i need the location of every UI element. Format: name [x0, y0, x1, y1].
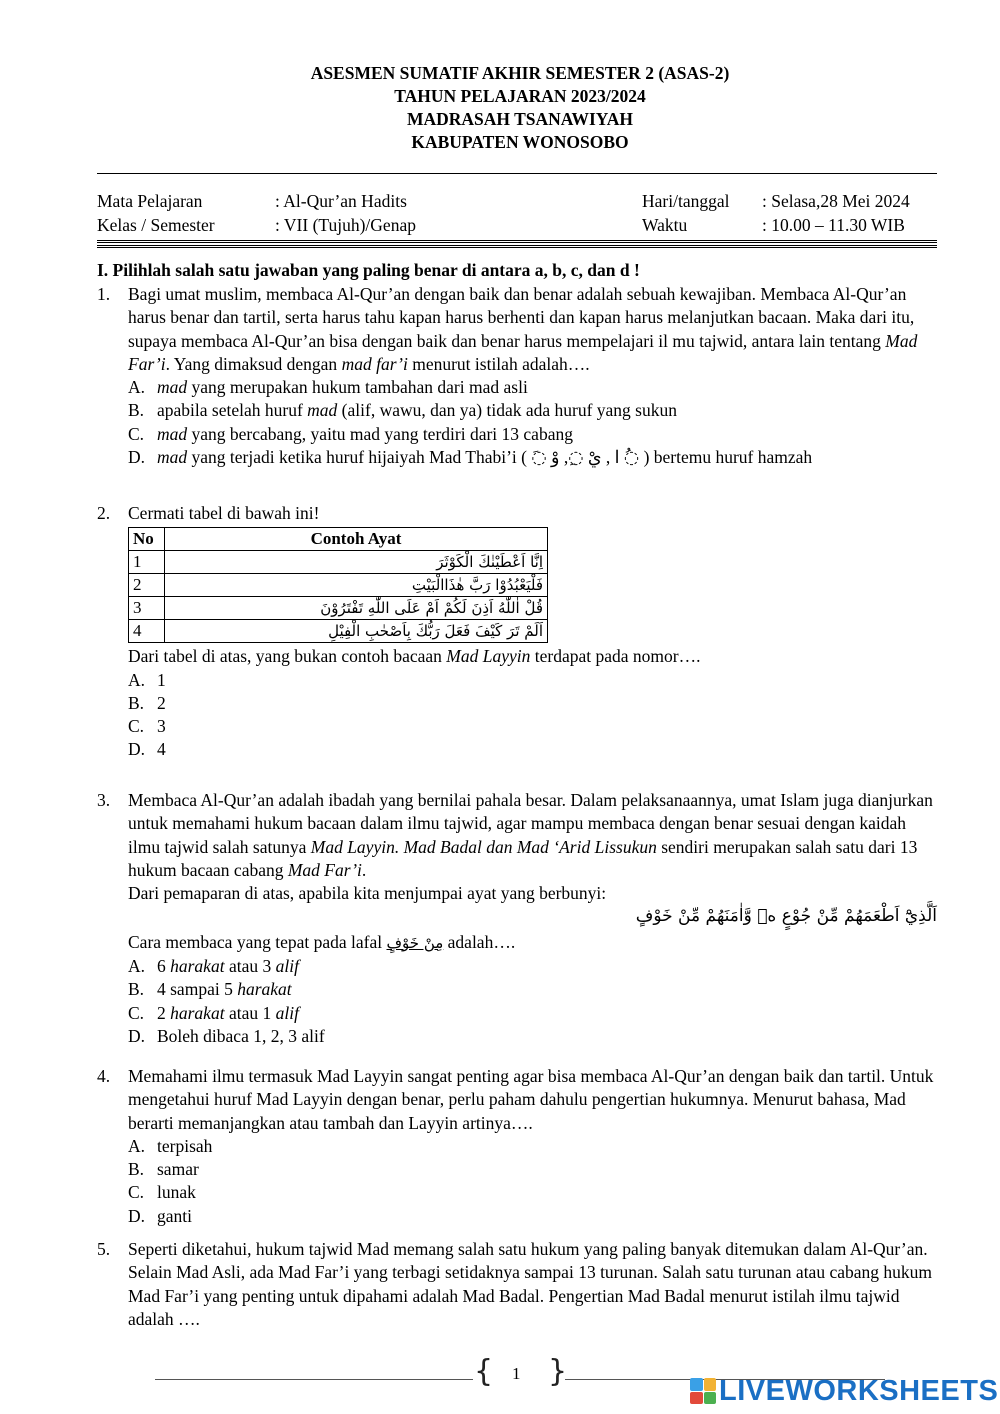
- exam-info: [97, 189, 937, 237]
- day-label: Hari/tanggal: [642, 191, 730, 211]
- table-header-no: No: [129, 528, 165, 551]
- option-c[interactable]: C. mad yang bercabang, yaitu mad yang terdiri dari 13 cabang: [128, 423, 573, 444]
- ayat-verse: اَلَّذِيْٓ اَطْعَمَهُمْ مِّنْ جُوْعٍ ەۙ وَّاٰمَنَهُمْ مِّنْ خَوْفٍ: [635, 906, 937, 927]
- question-1: [97, 283, 937, 469]
- question-number: 5.: [97, 1239, 111, 1259]
- time-value: : 10.00 – 11.30 WIB: [762, 215, 905, 235]
- option-b[interactable]: B. apabila setelah huruf mad (alif, wawu, dan ya) tidak ada huruf yang sukun: [128, 400, 677, 421]
- header-title: ASESMEN SUMATIF AKHIR SEMESTER 2 (ASAS-2): [310, 63, 730, 83]
- class-label: Kelas / Semester: [97, 215, 215, 235]
- option-c[interactable]: C. lunak: [128, 1182, 196, 1203]
- question-3: [97, 789, 937, 1048]
- table-header-ayat: Contoh Ayat: [165, 528, 548, 551]
- page-number: 1: [512, 1364, 521, 1383]
- option-d[interactable]: D. ganti: [128, 1205, 192, 1226]
- option-a[interactable]: A. mad yang merupakan hukum tambahan dari mad asli: [128, 377, 528, 398]
- time-label: Waktu: [642, 215, 688, 235]
- question-4: [97, 1065, 937, 1228]
- exam-header: [0, 62, 1000, 154]
- option-d[interactable]: D. 4: [128, 739, 166, 760]
- option-b[interactable]: B. 2: [128, 692, 166, 713]
- option-c[interactable]: C. 3: [128, 716, 166, 737]
- option-c[interactable]: C. 2 harakat atau 1 alif: [128, 1002, 299, 1023]
- subject-label: Mata Pelajaran: [97, 191, 203, 211]
- question-stem: Memahami ilmu termasuk Mad Layyin sangat penting agar bisa membaca Al-Qur’an dengan baik dan tartil. Untuk mengetahui huruf Mad Layyin dengan benar, perlu paham dahulu pengertian hukumnya. Menurut bahasa, Mad berarti memanjangkan atau tambah dan Layyin artinya….: [128, 1066, 934, 1133]
- question-stem: Seperti diketahui, hukum tajwid Mad memang salah satu hukum yang paling banyak ditemukan dalam Al-Qur’an. Selain Mad Asli, ada Mad Far’i yang terbagi setidaknya sampai 13 turunan. Salah satu turunan atau cabang hukum Mad Far’i yang penting untuk dipahami adalah Mad Badal. Pengertian Mad Badal menurut istilah ilmu tajwid adalah ….: [128, 1239, 932, 1329]
- option-d[interactable]: D. Boleh dibaca 1, 2, 3 alif: [128, 1025, 325, 1046]
- liveworksheets-logo-icon: [690, 1378, 716, 1404]
- class-value: : VII (Tujuh)/Genap: [275, 215, 416, 235]
- question-number: 1.: [97, 284, 111, 304]
- option-a[interactable]: A. terpisah: [128, 1135, 213, 1156]
- question-number: 2.: [97, 503, 111, 523]
- question-number: 4.: [97, 1066, 111, 1086]
- right-bracket-icon: }: [548, 1354, 568, 1389]
- option-a[interactable]: A. 6 harakat atau 3 alif: [128, 956, 299, 977]
- info-divider-2: [97, 245, 937, 248]
- footer-line-left: [155, 1379, 473, 1380]
- option-b[interactable]: B. samar: [128, 1159, 199, 1180]
- table-row: 2 فَلْيَعْبُدُوْا رَبَّ هٰذَاالْبَيْتِ: [129, 574, 548, 597]
- left-bracket-icon: {: [474, 1354, 494, 1389]
- question-stem: Membaca Al-Qur’an adalah ibadah yang bernilai pahala besar. Dalam pelaksanaannya, umat Islam juga dianjurkan untuk memahami hukum bacaan dalam ilmu tajwid, agar mampu membaca dengan benar sesuai dengan kaidah ilmu tajwid salah satunya Mad Layyin. Mad Badal dan Mad ‘Arid Lissukun sendiri merupakan salah satu dari 13 hukum bacaan cabang Mad Far’i.: [128, 790, 933, 880]
- question-5: [97, 1238, 937, 1331]
- header-school: MADRASAH TSANAWIYAH: [406, 109, 634, 129]
- ayat-table: [128, 527, 548, 643]
- question-stem: Bagi umat muslim, membaca Al-Qur’an dengan baik dan benar adalah sebuah kewajiban. Membaca Al-Qur’an harus benar dan tartil, serta harus tahu kapan harus berhenti dan kapan harus melanjutkan bacaan. Maka dari itu, supaya membaca Al-Qur’an bisa dengan baik dan benar harus mempelajari il mu tajwid, antara lain tentang Mad Far’i. Yang dimaksud dengan mad far’i menurut istilah adalah….: [128, 284, 918, 374]
- liveworksheets-logo[interactable]: [690, 1374, 998, 1408]
- question-stem: Cermati tabel di bawah ini!: [128, 503, 320, 523]
- question-prompt: Dari tabel di atas, yang bukan contoh bacaan Mad Layyin terdapat pada nomor….: [128, 646, 701, 667]
- info-divider: [97, 240, 937, 243]
- table-row: 4 اَلَمْ تَرَ كَيْفَ فَعَلَ رَبُّكَ بِاَصْحٰبِ الْفِيْلِ: [129, 620, 548, 643]
- day-value: : Selasa,28 Mei 2024: [762, 191, 910, 211]
- question-prompt: Cara membaca yang tepat pada lafal مِنْ خَوْفٍ adalah….: [128, 931, 516, 952]
- header-region: KABUPATEN WONOSOBO: [411, 132, 629, 152]
- option-b[interactable]: B. 4 sampai 5 harakat: [128, 979, 292, 1000]
- question-lead: Dari pemaparan di atas, apabila kita menjumpai ayat yang berbunyi:: [128, 883, 607, 904]
- table-row: 3 قُلْ اٰللّٰهُ اَذِنَ لَكُمْ اَمْ عَلَى اللّٰهِ تَفْتَرُوْنَ: [129, 597, 548, 620]
- subject-value: : Al-Qur’an Hadits: [275, 191, 407, 211]
- option-a[interactable]: A. 1: [128, 669, 166, 690]
- header-divider: [97, 173, 937, 174]
- option-d[interactable]: D. mad yang terjadi ketika huruf hijaiyah Mad Thabi’i ( ◌َ ا , يْ ◌ِ, وْ ◌ُ ) bertemu huruf hamzah: [128, 447, 813, 468]
- question-2: [97, 502, 937, 762]
- brand-name: LIVEWORKSHEETS: [719, 1374, 999, 1407]
- question-number: 3.: [97, 790, 111, 810]
- section-instruction: I. Pilihlah salah satu jawaban yang paling benar di antara a, b, c, dan d !: [97, 260, 640, 280]
- header-year: TAHUN PELAJARAN 2023/2024: [394, 86, 646, 106]
- table-row: 1 اِنَّا اَعْطَيْنٰكَ الْكَوْثَرَ: [129, 551, 548, 574]
